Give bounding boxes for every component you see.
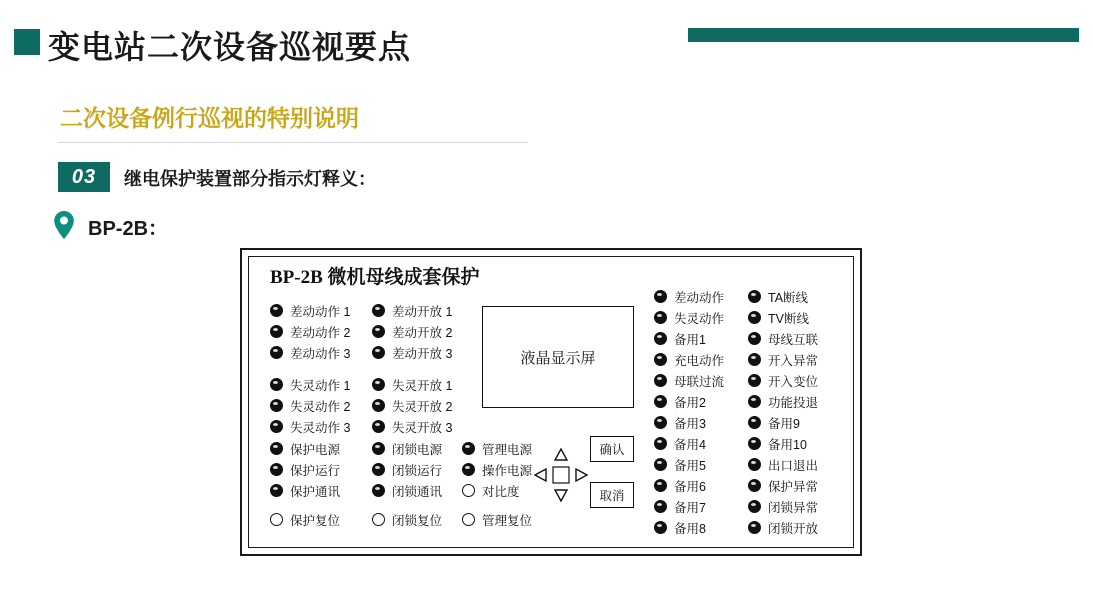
led-column-right-secondary (748, 286, 818, 538)
led-row (654, 328, 724, 349)
led-row (748, 391, 818, 412)
indicator-led-icon (654, 353, 667, 366)
led-row (270, 300, 350, 321)
led-column-lockout-power (372, 438, 442, 530)
indicator-led-icon (748, 290, 761, 303)
indicator-led-icon (654, 395, 667, 408)
led-row (462, 459, 532, 480)
indicator-led-icon (748, 395, 761, 408)
led-column-management-power (462, 438, 532, 530)
indicator-led-icon (372, 304, 385, 317)
led-row (270, 374, 350, 395)
indicator-led-icon (748, 521, 761, 534)
led-label: 差动动作 (674, 290, 725, 305)
reset-button-management[interactable] (462, 509, 532, 530)
led-row (654, 517, 724, 538)
indicator-led-icon (654, 521, 667, 534)
title-accent-block (14, 29, 40, 55)
led-label: 备用10 (768, 437, 807, 452)
led-row (372, 395, 452, 416)
led-label: 母联过流 (674, 374, 725, 389)
led-label: 差动动作 3 (290, 346, 351, 361)
led-label: 保护复位 (290, 513, 341, 528)
device-panel (240, 248, 862, 556)
reset-button-protection[interactable] (270, 509, 340, 530)
location-pin-icon (52, 210, 76, 240)
indicator-led-icon (270, 463, 283, 476)
reset-button-lockout[interactable] (372, 509, 442, 530)
led-label: 失灵动作 (674, 311, 725, 326)
indicator-led-icon (270, 325, 283, 338)
led-label: 备用7 (674, 500, 706, 515)
led-row (372, 374, 452, 395)
led-label: 备用5 (674, 458, 706, 473)
led-label: 失灵动作 1 (290, 378, 351, 393)
led-label: 差动动作 2 (290, 325, 351, 340)
led-row (748, 349, 818, 370)
led-row (654, 496, 724, 517)
led-row (654, 391, 724, 412)
indicator-led-icon (748, 311, 761, 324)
led-label: 备用2 (674, 395, 706, 410)
led-label: 失灵动作 3 (290, 420, 351, 435)
indicator-led-icon (372, 346, 385, 359)
led-row (372, 300, 452, 321)
indicator-led-icon (372, 325, 385, 338)
reset-button-icon[interactable] (270, 513, 283, 526)
arrow-up-icon (555, 449, 567, 460)
indicator-led-icon (372, 484, 385, 497)
led-row (270, 416, 350, 437)
led-row (270, 342, 350, 363)
indicator-led-icon (270, 420, 283, 433)
indicator-led-icon (654, 332, 667, 345)
led-label: 闭锁异常 (768, 500, 819, 515)
led-row (372, 342, 452, 363)
indicator-led-icon (748, 458, 761, 471)
step-heading: 继电保护装置部分指示灯释义： (124, 169, 376, 189)
led-row (372, 480, 442, 501)
led-row (748, 307, 818, 328)
led-row (270, 459, 340, 480)
led-column-differential-action (270, 300, 350, 437)
indicator-led-icon (748, 479, 761, 492)
indicator-led-icon (270, 304, 283, 317)
led-row (748, 370, 818, 391)
led-row (748, 475, 818, 496)
led-column-differential-release (372, 300, 452, 437)
indicator-led-icon (748, 374, 761, 387)
reset-button-icon[interactable] (462, 513, 475, 526)
arrow-down-icon (555, 490, 567, 501)
indicator-led-icon (748, 332, 761, 345)
led-row (654, 475, 724, 496)
led-label: 备用4 (674, 437, 706, 452)
led-label: 差动开放 3 (392, 346, 453, 361)
indicator-led-icon (270, 399, 283, 412)
arrow-left-icon (535, 469, 546, 481)
led-row (372, 459, 442, 480)
keypad-center (553, 467, 569, 483)
led-row (372, 416, 452, 437)
led-label: 差动动作 1 (290, 304, 351, 319)
led-row (654, 412, 724, 433)
indicator-led-icon (270, 346, 283, 359)
indicator-led-icon (654, 479, 667, 492)
led-label: 开入异常 (768, 353, 819, 368)
title-accent-bar (688, 28, 1079, 42)
led-row (270, 480, 340, 501)
led-label: 管理复位 (482, 513, 533, 528)
led-row (748, 433, 818, 454)
indicator-led-icon (462, 442, 475, 455)
led-label: 差动开放 1 (392, 304, 453, 319)
subtitle-divider (58, 142, 528, 143)
indicator-led-icon (654, 290, 667, 303)
led-row (654, 370, 724, 391)
led-label: 失灵开放 2 (392, 399, 453, 414)
device-panel-title: BP-2B 微机母线成套保护 (270, 267, 480, 288)
led-label: 操作电源 (482, 463, 533, 478)
led-label: 母线互联 (768, 332, 819, 347)
led-label: 闭锁复位 (392, 513, 443, 528)
led-label: 对比度 (482, 484, 520, 499)
led-row (270, 395, 350, 416)
led-label: 充电动作 (674, 353, 725, 368)
led-label: 闭锁电源 (392, 442, 443, 457)
indicator-led-icon (654, 416, 667, 429)
led-label: 保护异常 (768, 479, 819, 494)
reset-button-icon[interactable] (372, 513, 385, 526)
led-label: 保护通讯 (290, 484, 341, 499)
led-label: TA断线 (768, 290, 809, 305)
led-label: 闭锁通讯 (392, 484, 443, 499)
led-label: 闭锁运行 (392, 463, 443, 478)
led-column-right-primary (654, 286, 724, 538)
section-subtitle: 二次设备例行巡视的特别说明 (60, 105, 359, 131)
indicator-led-icon (270, 442, 283, 455)
indicator-led-icon (372, 420, 385, 433)
led-row (654, 454, 724, 475)
led-label: 失灵开放 1 (392, 378, 453, 393)
lcd-display (482, 306, 634, 408)
step-number-badge: 03 (58, 162, 110, 192)
led-row (270, 321, 350, 342)
indicator-led-icon (372, 442, 385, 455)
lcd-display-text: 液晶显示屏 (520, 349, 596, 367)
led-row (748, 412, 818, 433)
led-row (654, 433, 724, 454)
indicator-led-icon (372, 399, 385, 412)
led-column-protection-power (270, 438, 340, 530)
led-label: 差动开放 2 (392, 325, 453, 340)
indicator-led-icon (654, 437, 667, 450)
contrast-button-icon[interactable] (462, 484, 475, 497)
led-row (270, 438, 340, 459)
led-row (372, 321, 452, 342)
led-label: 管理电源 (482, 442, 533, 457)
led-label: 备用8 (674, 521, 706, 536)
indicator-led-icon (270, 484, 283, 497)
indicator-led-icon (748, 416, 761, 429)
indicator-led-icon (654, 311, 667, 324)
led-label: 备用6 (674, 479, 706, 494)
led-row (748, 517, 818, 538)
led-label: 备用3 (674, 416, 706, 431)
indicator-led-icon (748, 500, 761, 513)
led-row (748, 496, 818, 517)
led-row (654, 286, 724, 307)
device-model-label: BP-2B： (88, 218, 169, 240)
led-label: 失灵开放 3 (392, 420, 453, 435)
led-label: 保护运行 (290, 463, 341, 478)
indicator-led-icon (654, 500, 667, 513)
led-row (654, 349, 724, 370)
indicator-led-icon (270, 378, 283, 391)
indicator-led-icon (372, 463, 385, 476)
led-label: 功能投退 (768, 395, 819, 410)
led-label: 保护电源 (290, 442, 341, 457)
confirm-button[interactable]: 确认 (590, 436, 634, 462)
led-label: 备用9 (768, 416, 800, 431)
led-row (462, 438, 532, 459)
arrow-right-icon (576, 469, 587, 481)
page-title: 变电站二次设备巡视要点 (48, 29, 412, 65)
contrast-button[interactable] (462, 480, 532, 501)
indicator-led-icon (748, 353, 761, 366)
led-label: 失灵动作 2 (290, 399, 351, 414)
indicator-led-icon (654, 458, 667, 471)
led-row (748, 454, 818, 475)
led-label: 开入变位 (768, 374, 819, 389)
led-label: TV断线 (768, 311, 809, 326)
indicator-led-icon (462, 463, 475, 476)
led-label: 出口退出 (768, 458, 819, 473)
indicator-led-icon (654, 374, 667, 387)
indicator-led-icon (748, 437, 761, 450)
led-label: 备用1 (674, 332, 706, 347)
navigation-keypad[interactable] (534, 448, 588, 502)
led-row (748, 286, 818, 307)
led-row (372, 438, 442, 459)
led-label: 闭锁开放 (768, 521, 819, 536)
cancel-button[interactable]: 取消 (590, 482, 634, 508)
indicator-led-icon (372, 378, 385, 391)
led-row (654, 307, 724, 328)
led-row (748, 328, 818, 349)
